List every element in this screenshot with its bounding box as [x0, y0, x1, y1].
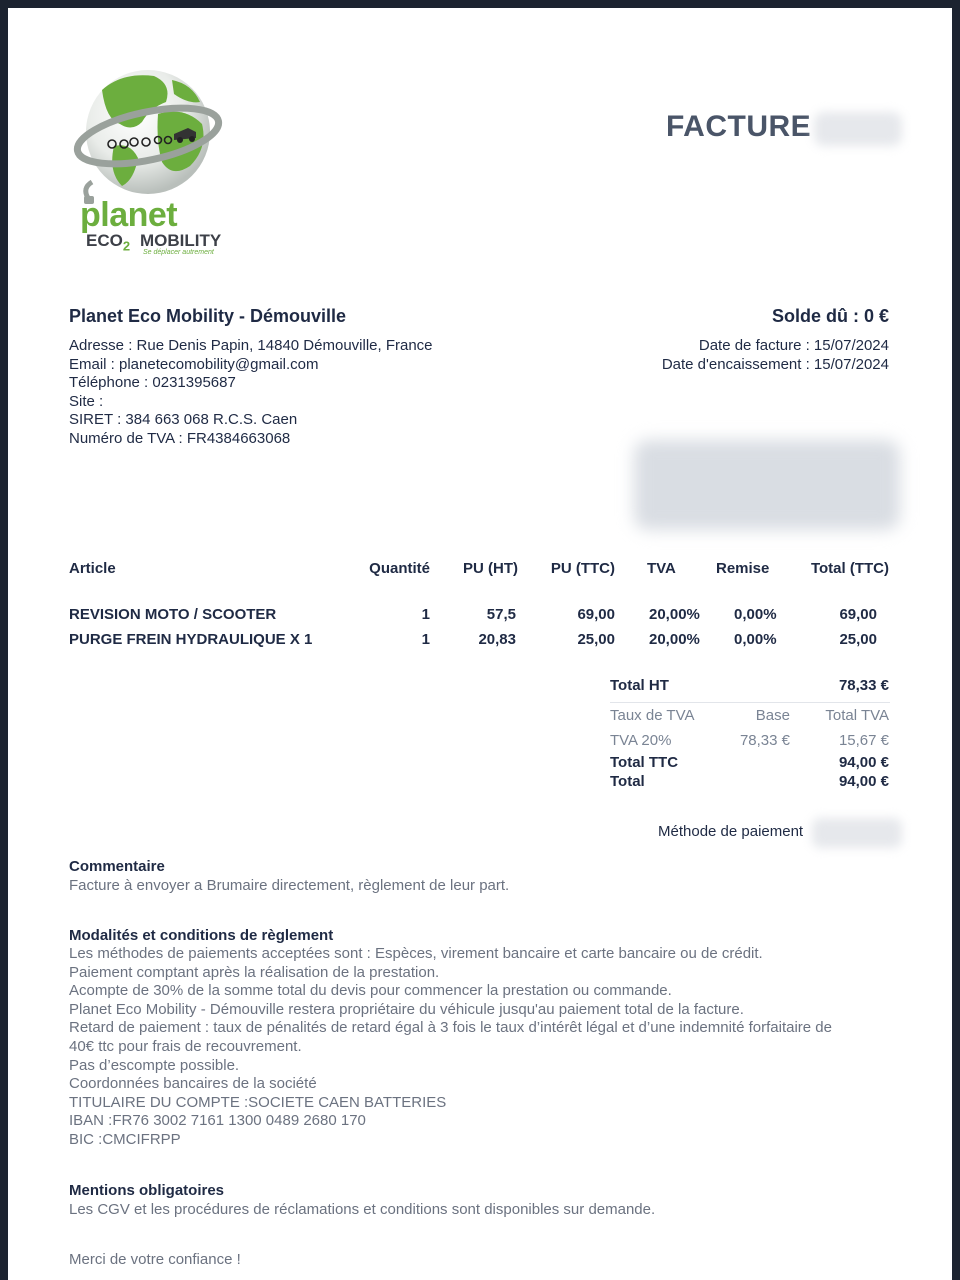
company-site: Site :	[69, 393, 104, 410]
page-title: FACTURE	[666, 110, 812, 143]
terms-text	[69, 945, 889, 1150]
totals-divider	[610, 702, 890, 703]
tva-rate-header: Taux de TVA	[610, 707, 695, 724]
company-email: Email : planetecomobility@gmail.com	[69, 356, 319, 373]
redacted-payment-method	[812, 818, 902, 848]
terms-line: Acompte de 30% de la somme total du devis pour commencer la prestation ou commande.	[69, 982, 672, 1000]
logo-wordmark-eco	[86, 231, 130, 253]
col-header-quantite: Quantité	[369, 560, 430, 577]
company-siret: SIRET : 384 663 068 R.C.S. Caen	[69, 411, 298, 428]
logo-wordmark-planet: planet	[80, 196, 178, 234]
cell-pu-ht: 20,83	[478, 631, 516, 648]
col-header-pu-ht: PU (HT)	[463, 560, 518, 577]
total-ht-value: 78,33 €	[838, 677, 889, 694]
mentions-title: Mentions obligatoires	[69, 1182, 225, 1199]
total-label: Total	[610, 773, 645, 790]
tva-total-header: Total TVA	[825, 707, 889, 724]
redacted-client-address	[634, 440, 900, 530]
invoice-date: Date de facture : 15/07/2024	[698, 337, 889, 354]
cell-tva: 20,00%	[649, 606, 700, 623]
cell-remise: 0,00%	[734, 631, 777, 648]
cell-total: 25,00	[839, 631, 877, 648]
total-value: 94,00 €	[838, 773, 889, 790]
logo-eco-sub: 2	[122, 238, 131, 254]
payment-method-label: Méthode de paiement	[658, 823, 804, 840]
col-header-pu-ttc: PU (TTC)	[550, 560, 615, 577]
col-header-tva: TVA	[647, 560, 676, 577]
col-header-total-ttc: Total (TTC)	[810, 560, 889, 577]
terms-line: Coordonnées bancaires de la société	[69, 1075, 317, 1093]
terms-line: IBAN :FR76 3002 7161 1300 0489 2680 170	[69, 1112, 366, 1130]
comment-title: Commentaire	[69, 858, 165, 875]
terms-line: Les méthodes de paiements acceptées sont : Espèces, virement bancaire et carte bancaire ou de crédit.	[69, 945, 763, 962]
mentions-text: Les CGV et les procédures de réclamations et conditions sont disponibles sur demande.	[69, 1201, 656, 1218]
balance-due: Solde dû : 0 €	[771, 306, 889, 326]
terms-line: BIC :CMCIFRPP	[69, 1130, 181, 1148]
tva-base-header: Base	[755, 707, 790, 724]
total-ttc-value: 94,00 €	[838, 754, 889, 771]
tva-base: 78,33 €	[739, 732, 790, 749]
comment-text: Facture à envoyer a Brumaire directement, règlement de leur part.	[69, 877, 510, 894]
thanks-text: Merci de votre confiance !	[69, 1251, 241, 1268]
logo-tagline: Se déplacer autrement	[143, 249, 214, 256]
tva-rate: TVA 20%	[610, 732, 672, 749]
cell-pu-ttc: 69,00	[577, 606, 615, 623]
col-header-remise: Remise	[716, 560, 770, 577]
col-header-article: Article	[69, 560, 116, 577]
tva-total: 15,67 €	[838, 732, 889, 749]
terms-line: Retard de paiement : taux de pénalités de retard égal à 3 fois le taux d’intérêt légal et d’une indemnité forfaitaire de	[69, 1019, 832, 1037]
terms-line: TITULAIRE DU COMPTE :SOCIETE CAEN BATTERIES	[69, 1093, 447, 1111]
cell-remise: 0,00%	[734, 606, 777, 623]
logo-wordmark-mobility: MOBILITY	[140, 231, 222, 250]
cell-tva: 20,00%	[649, 631, 700, 648]
terms-title: Modalités et conditions de règlement	[69, 927, 334, 944]
cell-qty: 1	[421, 631, 430, 648]
cell-total: 69,00	[839, 606, 877, 623]
terms-line: Paiement comptant après la réalisation de la prestation.	[69, 963, 440, 981]
terms-line: Pas d’escompte possible.	[69, 1056, 240, 1074]
company-phone: Téléphone : 0231395687	[69, 374, 236, 391]
company-tva-number: Numéro de TVA : FR4384663068	[69, 430, 291, 447]
cell-qty: 1	[421, 606, 430, 623]
total-ht-label: Total HT	[610, 677, 669, 694]
cell-pu-ht: 57,5	[486, 606, 516, 623]
redacted-invoice-number	[814, 112, 902, 146]
payment-date: Date d'encaissement : 15/07/2024	[661, 356, 889, 373]
company-name: Planet Eco Mobility - Démouville	[69, 306, 347, 326]
cell-pu-ttc: 25,00	[577, 631, 615, 648]
company-address: Adresse : Rue Denis Papin, 14840 Démouville, France	[69, 337, 433, 354]
cell-article: PURGE FREIN HYDRAULIQUE X 1	[69, 631, 313, 648]
logo-eco-text: ECO	[86, 231, 123, 250]
terms-line: 40€ ttc pour frais de recouvrement.	[69, 1037, 302, 1055]
terms-line: Planet Eco Mobility - Démouville restera propriétaire du véhicule jusqu'au paiement total de la facture.	[69, 1000, 744, 1018]
total-ttc-label: Total TTC	[610, 754, 679, 771]
cell-article: REVISION MOTO / SCOOTER	[69, 606, 277, 623]
